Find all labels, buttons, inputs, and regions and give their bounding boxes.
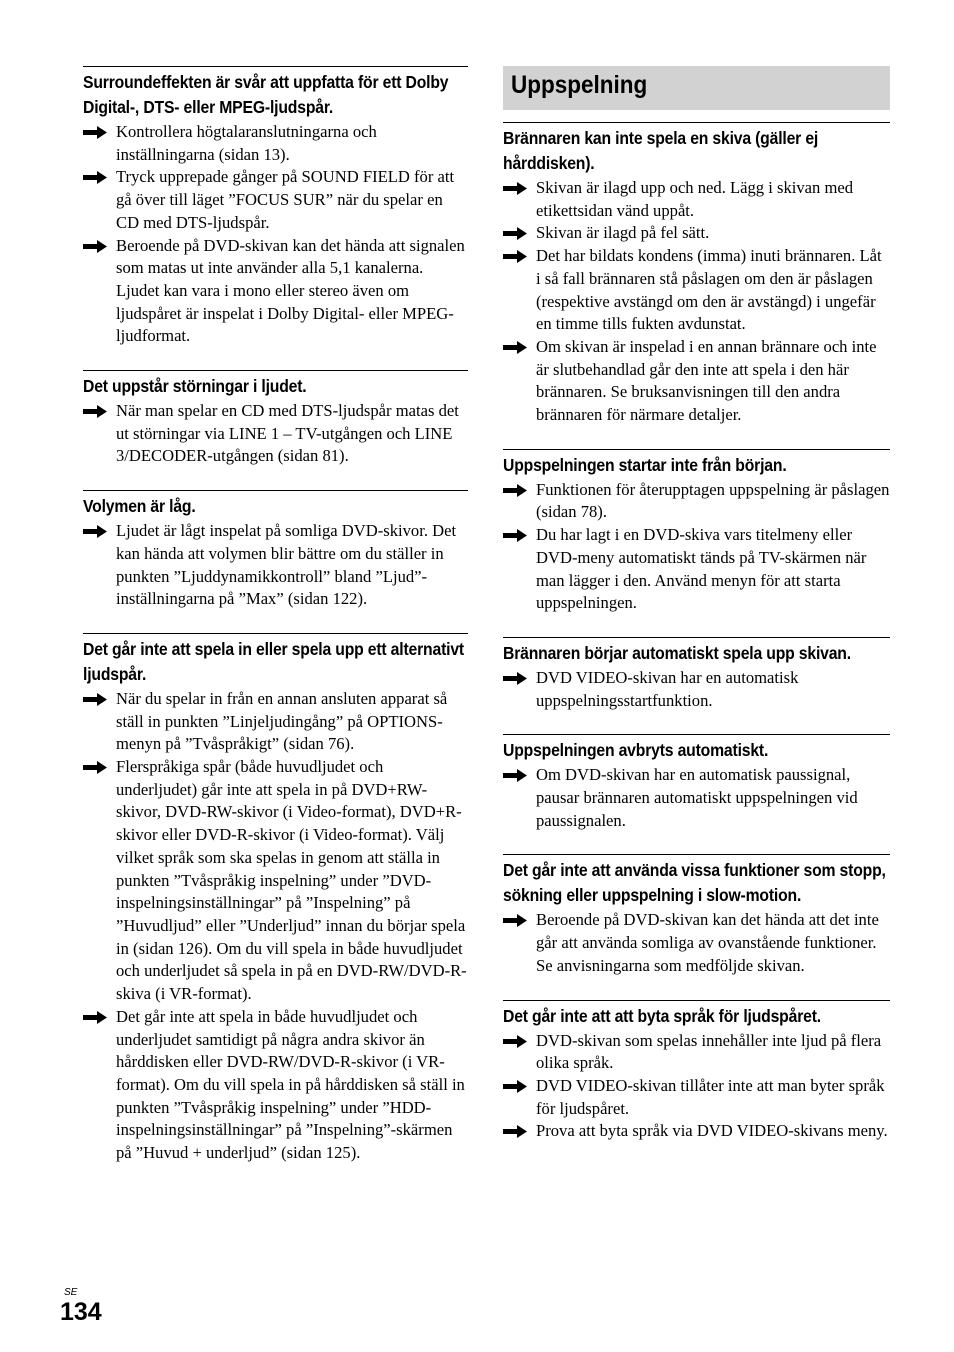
remedy-text: Kontrollera högtalaranslutningarna och inställningarna (sidan 13). [116, 122, 377, 164]
section-banner [503, 66, 890, 110]
troubleshooting-section [83, 66, 468, 348]
list-item [83, 166, 468, 234]
troubleshooting-section [503, 637, 890, 712]
section-title: Uppspelning [511, 71, 648, 99]
right-arrow-icon [83, 525, 107, 538]
troubleshooting-section [503, 734, 890, 832]
list-item [503, 479, 890, 524]
list-item [83, 688, 468, 756]
troubleshooting-section [83, 490, 468, 611]
remedy-list [83, 688, 468, 1165]
remedy-text: Det har bildats kondens (imma) inuti brännaren. Låt i så fall brännaren stå påslagen om den är påslagen (respektive avstängd om den är avstängd) i ungefär en timme tills fukten avdunstat. [536, 246, 882, 334]
right-arrow-icon [503, 1125, 527, 1138]
right-arrow-icon [83, 405, 107, 418]
list-item [83, 400, 468, 468]
list-item [503, 177, 890, 222]
remedy-list [83, 400, 468, 468]
right-arrow-icon [83, 1011, 107, 1024]
remedy-text: När man spelar en CD med DTS-ljudspår matas det ut störningar via LINE 1 – TV-utgången och LINE 3/DECODER-utgången (sidan 81). [116, 401, 459, 466]
list-item [503, 1030, 890, 1075]
right-arrow-icon [503, 769, 527, 782]
list-item [503, 524, 890, 615]
right-arrow-icon [503, 250, 527, 263]
troubleshooting-section [503, 1000, 890, 1144]
remedy-text: DVD-skivan som spelas innehåller inte ljud på flera olika språk. [536, 1030, 882, 1073]
section-heading: Surroundeffekten är svår att uppfatta för ett Dolby Digital-, DTS- eller MPEG-ljudspår. [83, 72, 449, 117]
right-arrow-icon [83, 693, 107, 706]
list-item [83, 1006, 468, 1165]
remedy-text: Tryck upprepade gånger på SOUND FIELD för att gå över till läget ”FOCUS SUR” när du spelar en CD med DTS-ljudspår. [116, 167, 455, 232]
language-code: SE [64, 1287, 78, 1298]
remedy-text: DVD VIDEO-skivan har en automatisk uppspelningsstartfunktion. [536, 667, 799, 710]
troubleshooting-section [83, 370, 468, 468]
remedy-text: Ljudet är lågt inspelat på somliga DVD-skivor. Det kan hända att volymen blir bättre om du ställer in punkten ”Ljuddynamikkontroll” bland ”Ljud”-inställningarna på ”Max” (sidan 122). [116, 521, 457, 609]
remedy-text: Du har lagt i en DVD-skiva vars titelmeny eller DVD-meny automatiskt tänds på TV-skärmen när man lägger i den. Använd menyn för att starta uppspelningen. [536, 525, 867, 613]
section-heading: Det går inte att att byta språk för ljudspåret. [503, 1005, 821, 1026]
right-arrow-icon [503, 529, 527, 542]
remedy-text: Beroende på DVD-skivan kan det hända att det inte går att använda somliga av ovanstående funktioner. Se anvisningarna som medföljde skivan. [536, 910, 879, 975]
section-heading: Brännaren kan inte spela en skiva (gäller ej hårddisken). [503, 128, 819, 173]
troubleshooting-section [83, 633, 468, 1165]
remedy-list [83, 121, 468, 348]
remedy-text: Skivan är ilagd på fel sätt. [536, 223, 710, 243]
list-item [503, 1075, 890, 1120]
list-item [83, 520, 468, 611]
page-number: 134 [60, 1298, 102, 1326]
troubleshooting-section [503, 449, 890, 615]
right-arrow-icon [503, 672, 527, 685]
right-arrow-icon [83, 240, 107, 253]
remedy-list [503, 177, 890, 427]
section-heading: Uppspelningen startar inte från början. [503, 454, 787, 475]
remedy-list [503, 479, 890, 615]
remedy-text: Beroende på DVD-skivan kan det hända att signalen som matas ut inte använder alla 5,1 kanalerna. Ljudet kan vara i mono eller stereo även om ljudspåret är inspelat i Dolby Digital- eller MPEG-ljudformat. [116, 235, 465, 346]
right-arrow-icon [503, 484, 527, 497]
list-item [503, 1120, 890, 1143]
remedy-text: Flerspråkiga spår (både huvudljudet och underljudet) går inte att spela in på DVD+RW-skivor, DVD-RW-skivor (i Video-format), DVD+R-skivor eller DVD-R-skivor (i Video-format). Välj vilket språk som ska spelas in genom att ställa in punkten ”Tvåspråkig inspelning” under ”DVD-inspelningsinställningar” på ”Inspelning” på ”Huvudljud” eller ”Underljud” innan du börjar spela in (sidan 126). Om du vill spela in både huvudljudet och underljudet så spela in på en DVD-RW/DVD-R-skiva (i VR-format). [116, 757, 467, 1004]
right-arrow-icon [83, 171, 107, 184]
list-item [503, 764, 890, 832]
list-item [83, 756, 468, 1006]
section-heading: Uppspelningen avbryts automatiskt. [503, 740, 769, 761]
list-item [503, 667, 890, 712]
remedy-text: Prova att byta språk via DVD VIDEO-skivans meny. [536, 1121, 888, 1141]
remedy-list [83, 520, 468, 611]
remedy-text: Funktionen för återupptagen uppspelning är påslagen (sidan 78). [536, 479, 890, 522]
section-heading: Det uppstår störningar i ljudet. [83, 376, 307, 397]
remedy-text: Om skivan är inspelad i en annan brännare och inte är slutbehandlad går den inte att spela i den här brännaren. Se bruksanvisningen till den andra brännaren för närmare detaljer. [536, 336, 877, 425]
right-arrow-icon [503, 1035, 527, 1048]
right-arrow-icon [503, 341, 527, 354]
section-heading: Volymen är låg. [83, 496, 196, 517]
right-arrow-icon [503, 227, 527, 240]
list-item [503, 245, 890, 336]
remedy-list [503, 909, 890, 977]
remedy-text: Om DVD-skivan har en automatisk paussignal, pausar brännaren automatiskt uppspelningen vid paussignalen. [536, 765, 858, 830]
list-item [503, 222, 890, 245]
list-item [83, 121, 468, 166]
remedy-text: Det går inte att spela in både huvudljudet och underljudet samtidigt på några andra skivor än hårddisken eller DVD-RW/DVD-R-skivor (i VR-format). Om du vill spela in på hårddisken så ställ in punkten ”Tvåspråkig inspelning” under ”HDD-inspelningsinställningar” på ”Inspelning”-skärmen på ”Huvud + underljud” (sidan 125). [116, 1006, 465, 1163]
right-arrow-icon [83, 126, 107, 139]
list-item [503, 909, 890, 977]
list-item [83, 235, 468, 349]
section-heading: Det går inte att använda vissa funktioner som stopp, sökning eller uppspelning i slow-motion. [503, 860, 886, 906]
right-column [503, 66, 890, 1165]
remedy-list [503, 1030, 890, 1144]
right-arrow-icon [503, 914, 527, 927]
troubleshooting-section [503, 122, 890, 427]
left-column [83, 66, 468, 1187]
page-footer [60, 1287, 102, 1326]
remedy-list [503, 764, 890, 832]
right-arrow-icon [503, 1080, 527, 1093]
right-arrow-icon [83, 761, 107, 774]
remedy-text: Skivan är ilagd upp och ned. Lägg i skivan med etikettsidan vänd uppåt. [536, 178, 854, 220]
section-heading: Brännaren börjar automatiskt spela upp skivan. [503, 642, 851, 663]
troubleshooting-section [503, 854, 890, 977]
remedy-text: När du spelar in från en annan ansluten apparat så ställ in punkten ”Linjeljudingång” på OPTIONS-menyn på ”Tvåspråkigt” (sidan 76). [116, 688, 448, 754]
remedy-list [503, 667, 890, 712]
list-item [503, 336, 890, 427]
section-heading: Det går inte att spela in eller spela upp ett alternativt ljudspår. [83, 638, 464, 684]
right-arrow-icon [503, 182, 527, 195]
remedy-text: DVD VIDEO-skivan tillåter inte att man byter språk för ljudspåret. [536, 1075, 885, 1118]
